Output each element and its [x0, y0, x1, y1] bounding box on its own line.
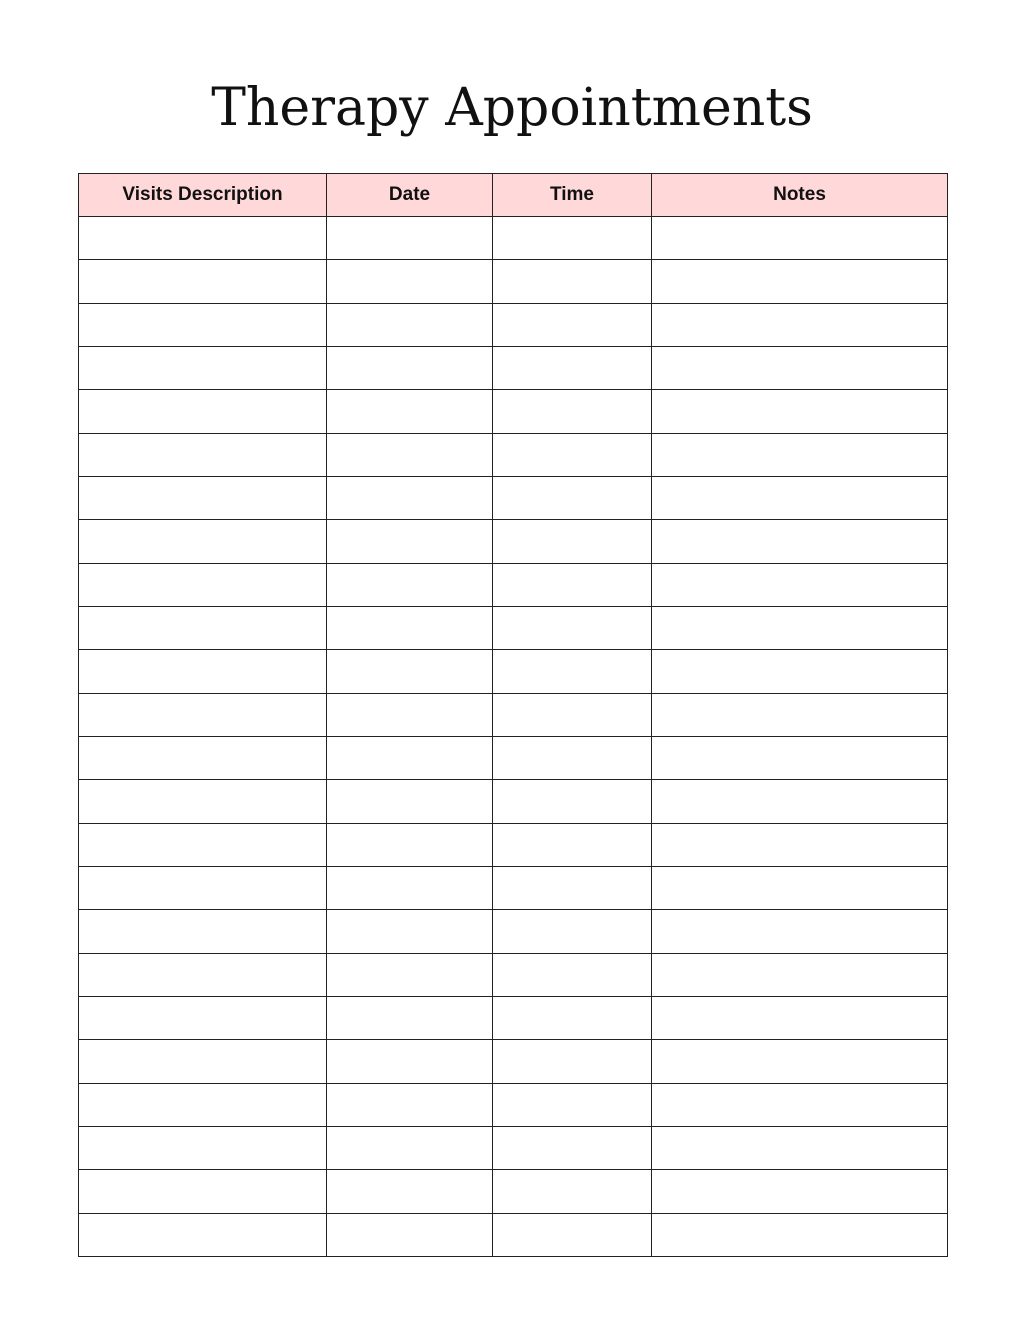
visits-description-cell[interactable]: [79, 260, 327, 303]
visits-description-cell[interactable]: [79, 823, 327, 866]
visits-description-cell[interactable]: [79, 780, 327, 823]
date-cell[interactable]: [327, 303, 493, 346]
time-cell[interactable]: [493, 953, 652, 996]
date-cell[interactable]: [327, 693, 493, 736]
date-cell[interactable]: [327, 953, 493, 996]
date-cell[interactable]: [327, 1083, 493, 1126]
time-cell[interactable]: [493, 910, 652, 953]
time-cell[interactable]: [493, 1170, 652, 1213]
notes-cell[interactable]: [652, 953, 948, 996]
header-notes: Notes: [652, 174, 948, 217]
page-title: Therapy Appointments: [211, 78, 813, 138]
time-cell[interactable]: [493, 346, 652, 389]
time-cell[interactable]: [493, 563, 652, 606]
table-row: [79, 260, 948, 303]
visits-description-cell[interactable]: [79, 606, 327, 649]
table-row: [79, 1213, 948, 1256]
date-cell[interactable]: [327, 996, 493, 1039]
date-cell[interactable]: [327, 433, 493, 476]
visits-description-cell[interactable]: [79, 303, 327, 346]
visits-description-cell[interactable]: [79, 693, 327, 736]
time-cell[interactable]: [493, 1040, 652, 1083]
table-row: [79, 1170, 948, 1213]
time-cell[interactable]: [493, 476, 652, 519]
date-cell[interactable]: [327, 606, 493, 649]
visits-description-cell[interactable]: [79, 563, 327, 606]
notes-cell[interactable]: [652, 217, 948, 260]
table-row: [79, 476, 948, 519]
notes-cell[interactable]: [652, 346, 948, 389]
notes-cell[interactable]: [652, 780, 948, 823]
header-time: Time: [493, 174, 652, 217]
table-row: [79, 780, 948, 823]
notes-cell[interactable]: [652, 390, 948, 433]
table-body: [79, 217, 948, 1257]
table-row: [79, 910, 948, 953]
time-cell[interactable]: [493, 996, 652, 1039]
date-cell[interactable]: [327, 823, 493, 866]
table-row: [79, 823, 948, 866]
notes-cell[interactable]: [652, 996, 948, 1039]
date-cell[interactable]: [327, 520, 493, 563]
date-cell[interactable]: [327, 650, 493, 693]
time-cell[interactable]: [493, 520, 652, 563]
date-cell[interactable]: [327, 780, 493, 823]
date-cell[interactable]: [327, 1170, 493, 1213]
notes-cell[interactable]: [652, 736, 948, 779]
notes-cell[interactable]: [652, 823, 948, 866]
visits-description-cell[interactable]: [79, 1213, 327, 1256]
visits-description-cell[interactable]: [79, 390, 327, 433]
table-row: [79, 1083, 948, 1126]
visits-description-cell[interactable]: [79, 650, 327, 693]
date-cell[interactable]: [327, 346, 493, 389]
visits-description-cell[interactable]: [79, 346, 327, 389]
time-cell[interactable]: [493, 217, 652, 260]
notes-cell[interactable]: [652, 910, 948, 953]
time-cell[interactable]: [493, 303, 652, 346]
notes-cell[interactable]: [652, 476, 948, 519]
visits-description-cell[interactable]: [79, 1126, 327, 1169]
notes-cell[interactable]: [652, 260, 948, 303]
table-row: [79, 433, 948, 476]
notes-cell[interactable]: [652, 866, 948, 909]
visits-description-cell[interactable]: [79, 736, 327, 779]
notes-cell[interactable]: [652, 1083, 948, 1126]
notes-cell[interactable]: [652, 650, 948, 693]
date-cell[interactable]: [327, 1040, 493, 1083]
notes-cell[interactable]: [652, 606, 948, 649]
table-row: [79, 996, 948, 1039]
time-cell[interactable]: [493, 1083, 652, 1126]
time-cell[interactable]: [493, 866, 652, 909]
notes-cell[interactable]: [652, 1040, 948, 1083]
table-row: [79, 606, 948, 649]
visits-description-cell[interactable]: [79, 1040, 327, 1083]
table-row: [79, 736, 948, 779]
date-cell[interactable]: [327, 390, 493, 433]
visits-description-cell[interactable]: [79, 217, 327, 260]
time-cell[interactable]: [493, 390, 652, 433]
visits-description-cell[interactable]: [79, 1170, 327, 1213]
visits-description-cell[interactable]: [79, 1083, 327, 1126]
table-row: [79, 866, 948, 909]
date-cell[interactable]: [327, 476, 493, 519]
time-cell[interactable]: [493, 780, 652, 823]
table-row: [79, 1126, 948, 1169]
visits-description-cell[interactable]: [79, 476, 327, 519]
visits-description-cell[interactable]: [79, 520, 327, 563]
date-cell[interactable]: [327, 217, 493, 260]
date-cell[interactable]: [327, 563, 493, 606]
time-cell[interactable]: [493, 1126, 652, 1169]
time-cell[interactable]: [493, 823, 652, 866]
table-row: [79, 346, 948, 389]
notes-cell[interactable]: [652, 520, 948, 563]
time-cell[interactable]: [493, 736, 652, 779]
date-cell[interactable]: [327, 1126, 493, 1169]
time-cell[interactable]: [493, 693, 652, 736]
time-cell[interactable]: [493, 260, 652, 303]
table-row: [79, 953, 948, 996]
visits-description-cell[interactable]: [79, 433, 327, 476]
table-row: [79, 390, 948, 433]
notes-cell[interactable]: [652, 303, 948, 346]
table-row: [79, 520, 948, 563]
notes-cell[interactable]: [652, 1170, 948, 1213]
date-cell[interactable]: [327, 1213, 493, 1256]
time-cell[interactable]: [493, 606, 652, 649]
table-header-row: [79, 174, 948, 217]
visits-description-cell[interactable]: [79, 953, 327, 996]
time-cell[interactable]: [493, 433, 652, 476]
table-row: [79, 693, 948, 736]
notes-cell[interactable]: [652, 693, 948, 736]
table-row: [79, 217, 948, 260]
notes-cell[interactable]: [652, 1213, 948, 1256]
table-row: [79, 563, 948, 606]
notes-cell[interactable]: [652, 563, 948, 606]
visits-description-cell[interactable]: [79, 866, 327, 909]
notes-cell[interactable]: [652, 1126, 948, 1169]
time-cell[interactable]: [493, 1213, 652, 1256]
date-cell[interactable]: [327, 260, 493, 303]
time-cell[interactable]: [493, 650, 652, 693]
table-row: [79, 1040, 948, 1083]
date-cell[interactable]: [327, 736, 493, 779]
date-cell[interactable]: [327, 866, 493, 909]
visits-description-cell[interactable]: [79, 910, 327, 953]
visits-description-cell[interactable]: [79, 996, 327, 1039]
table-row: [79, 650, 948, 693]
notes-cell[interactable]: [652, 433, 948, 476]
appointments-table: [78, 173, 948, 1257]
header-date: Date: [327, 174, 493, 217]
header-visits-description: Visits Description: [79, 174, 327, 217]
date-cell[interactable]: [327, 910, 493, 953]
table-row: [79, 303, 948, 346]
